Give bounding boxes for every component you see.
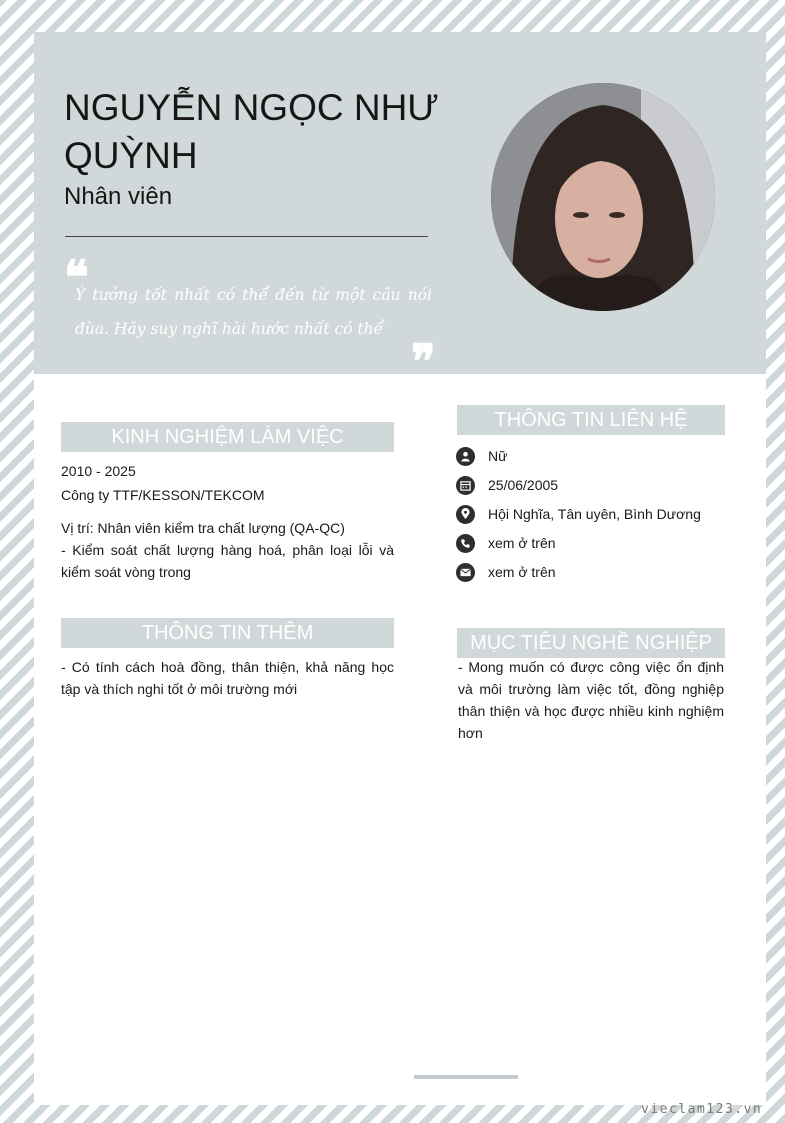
- contact-email: xem ở trên: [488, 564, 556, 580]
- experience-heading: KINH NGHIỆM LÀM VIỆC: [61, 422, 394, 452]
- footer-bar: [414, 1075, 518, 1079]
- close-quote-icon: ❞: [411, 334, 436, 388]
- person-icon: [456, 447, 475, 466]
- resume-sheet: [34, 32, 766, 1105]
- contact-phone: xem ở trên: [488, 535, 556, 551]
- email-icon: [456, 563, 475, 582]
- candidate-role: Nhân viên: [64, 183, 173, 210]
- header-divider: [65, 236, 428, 237]
- objective-heading: MỤC TIÊU NGHỀ NGHIỆP: [457, 628, 725, 658]
- experience-description: - Kiểm soát chất lượng hàng hoá, phân loại lỗi và kiểm soát vòng trong: [61, 542, 394, 580]
- contact-phone-row: [456, 532, 556, 554]
- experience-company: Công ty TTF/KESSON/TEKCOM: [61, 487, 265, 503]
- contact-address-row: [456, 503, 701, 525]
- experience-period: 2010 - 2025: [61, 463, 136, 479]
- calendar-icon: [456, 476, 475, 495]
- extra-info-heading: THÔNG TIN THÊM: [61, 618, 394, 648]
- experience-position: Vị trí: Nhân viên kiểm tra chất lượng (QA-QC): [61, 520, 345, 536]
- contact-heading: THÔNG TIN LIÊN HỆ: [457, 405, 725, 435]
- motto-quote: Ý tưởng tốt nhất có thể đến từ một câu nói đùa. Hãy suy nghĩ hài hước nhất có thể: [75, 286, 432, 338]
- objective-text: - Mong muốn có được công việc ổn định và môi trường làm việc tốt, đồng nghiệp thân thiện và học được nhiều kinh nghiệm hơn: [458, 659, 724, 741]
- profile-photo: [491, 83, 715, 311]
- extra-info-text: - Có tính cách hoà đồng, thân thiện, khả năng học tập và thích nghi tốt ở môi trường mới: [61, 659, 394, 697]
- contact-gender-row: [456, 445, 507, 467]
- location-pin-icon: [456, 505, 475, 524]
- contact-address: Hội Nghĩa, Tân uyên, Bình Dương: [488, 506, 701, 522]
- header-banner: [34, 32, 766, 388]
- contact-email-row: [456, 561, 556, 583]
- site-watermark: vieclam123.vn: [641, 1102, 763, 1117]
- contact-birthday: 25/06/2005: [488, 477, 559, 493]
- profile-photo-illustration: [491, 83, 715, 311]
- contact-birthday-row: [456, 474, 558, 496]
- phone-icon: [456, 534, 475, 553]
- candidate-name: NGUYỄN NGỌC NHƯ QUỲNH: [64, 87, 439, 176]
- contact-gender: Nữ: [488, 448, 508, 464]
- open-quote-icon: ❝: [64, 250, 89, 304]
